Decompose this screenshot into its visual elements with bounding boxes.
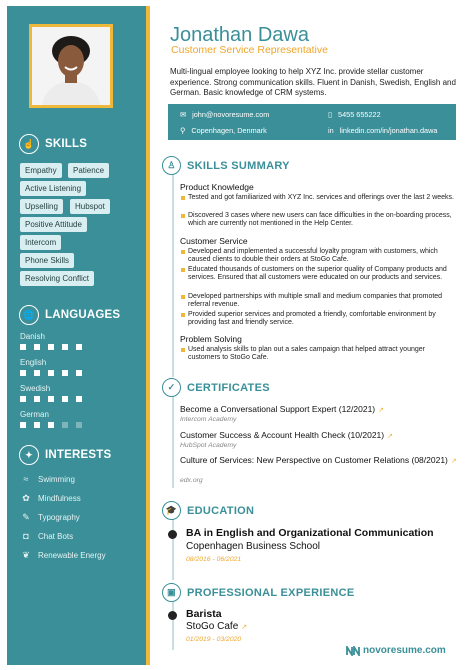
candidate-name: Jonathan Dawa [170,24,309,46]
skill-bullet: Developed partnerships with multiple small and medium companies that promoted referral revenue. [180,293,458,310]
interest-item: ≈ Swimming [20,474,75,484]
timeline-line [172,167,174,377]
education-school: Copenhagen Business School [186,541,320,552]
education-degree: BA in English and Organizational Communication [186,527,434,539]
profile-summary: Multi-lingual employee looking to help XYZ Inc. provide stellar customer experience. Strong communication skills. Fluent in Danish, Swedish, English and German. Basic knowledge of CRM systems. [170,67,456,97]
external-link-icon[interactable]: ↗ [450,458,457,465]
language-level-dot [48,396,54,402]
language-level-dot [34,344,40,350]
skill-bullet: Provided superior services and promoted a friendly, comfortable environment by providing fast and friendly service. [180,311,458,328]
timeline-dot [168,611,177,620]
skill-tag: Positive Attitude [20,217,87,232]
skill-tag: Hubspot [70,199,110,214]
language-level-dot [76,344,82,350]
certificate-org: Intercom Academy [180,416,237,423]
language-name: Swedish [20,384,51,393]
language-level-dot [34,396,40,402]
skill-tag: Patience [68,163,109,178]
skill-group-heading: Product Knowledge [180,182,254,192]
briefcase-icon: ▣ [162,583,181,602]
language-level [20,370,82,376]
language-level [20,344,82,350]
skill-tag: Intercom [20,235,61,250]
languages-heading: 🌐 LANGUAGES [19,305,120,325]
experience-company[interactable]: StoGo Cafe ↗ [186,621,248,632]
external-link-icon[interactable]: ↗ [241,624,248,631]
skill-bullet: Educated thousands of customers on the superior quality of Company products and services. Ensured that all customers were educated on our products and services. [180,266,458,283]
language-level-dot [62,344,68,350]
timeline-dot [168,530,177,539]
certificate-item[interactable]: Culture of Services: New Perspective on Customer Relations (08/2021) ↗ [180,455,457,465]
pen-icon: ✎ [22,512,30,522]
skills-summary-heading: ♙ SKILLS SUMMARY [162,156,290,175]
lotus-icon: ✿ [22,493,30,503]
profile-photo [29,24,113,108]
skill-bullet: Discovered 3 cases where new users can face difficulties in the on-boarding process, which are currently not mentioned in the Help Center. [180,212,458,229]
language-level-dot [48,422,54,428]
sidebar-accent-stripe [146,6,150,665]
robot-icon: ◘ [23,531,29,541]
skill-tag: Resolving Conflict [20,271,94,286]
contact-email[interactable]: ✉ john@novoresume.com [180,110,270,119]
external-link-icon[interactable]: ↗ [378,407,385,414]
interest-item: ❦ Renewable Energy [20,550,106,561]
leaf-icon: ❦ [22,550,30,560]
contact-linkedin[interactable]: in linkedin.com/in/jonathan.dawa [328,126,438,135]
timeline-line [172,388,174,488]
bulb-icon: ✦ [19,445,39,465]
language-name: German [20,410,49,419]
certificate-org: HubSpot Academy [180,442,237,449]
language-level-dot [62,422,68,428]
skill-tag: Active Listening [20,181,86,196]
language-level-dot [76,370,82,376]
language-name: Danish [20,332,45,341]
language-level-dot [20,370,26,376]
skill-bullet: Used analysis skills to plan out a sales campaign that helped attract younger customers to StoGo Cafe. [180,346,458,363]
language-level-dot [62,370,68,376]
language-level [20,396,82,402]
interest-item: ✿ Mindfulness [20,493,81,504]
language-level [20,422,82,428]
phone-icon: ▯ [328,110,333,119]
interest-item: ✎ Typography [20,512,80,523]
skill-tag: Phone Skills [20,253,74,268]
skills-icon: ☝ [19,134,39,154]
language-name: English [20,358,47,367]
external-link-icon[interactable]: ↗ [387,433,393,440]
timeline-line [172,600,174,650]
language-level-dot [34,370,40,376]
skill-group-heading: Customer Service [180,236,248,246]
interests-heading: ✦ INTERESTS [19,445,111,465]
skill-tag: Upselling [20,199,63,214]
skill-tag: Empathy [20,163,62,178]
contact-phone[interactable]: ▯ 5455 655222 [328,110,381,119]
language-level-dot [34,422,40,428]
experience-position: Barista [186,608,222,620]
envelope-icon: ✉ [180,110,187,119]
swimming-icon: ≈ [23,474,29,484]
contact-bar [168,104,456,140]
language-level-dot [76,422,82,428]
linkedin-icon: in [328,126,334,135]
novoresume-logo[interactable]: novoresume.com [346,645,446,656]
graduation-cap-icon: 🎓 [162,501,181,520]
skills-heading: ☝ SKILLS [19,134,87,154]
certificate-item[interactable]: Customer Success & Account Health Check (10/2021) ↗ [180,430,393,440]
skill-group-heading: Problem Solving [180,334,242,344]
experience-dates: 01/2019 - 03/2020 [186,636,242,643]
globe-icon: 🌐 [19,305,39,325]
skill-bullet: Developed and implemented a successful loyalty program with customers, which caused clients to double their orders at StoGo Cafe. [180,248,458,265]
certificate-org: edx.org [180,477,203,484]
map-pin-icon: ⚲ [180,126,186,135]
language-level-dot [20,422,26,428]
skill-bullet: Tested and got familiarized with XYZ Inc. services and offerings over the last 2 weeks. [180,194,458,202]
person-icon: ♙ [162,156,181,175]
certificates-heading: ✓ CERTIFICATES [162,378,270,397]
language-level-dot [20,344,26,350]
language-level-dot [76,396,82,402]
certificate-icon: ✓ [162,378,181,397]
logo-mark-icon [346,646,360,656]
language-level-dot [48,370,54,376]
interest-item: ◘ Chat Bots [20,531,73,541]
contact-location: ⚲ Copenhagen, Denmark [180,126,267,135]
education-heading: 🎓 EDUCATION [162,501,254,520]
language-level-dot [48,344,54,350]
experience-heading: ▣ PROFESSIONAL EXPERIENCE [162,583,354,602]
language-level-dot [20,396,26,402]
language-level-dot [62,396,68,402]
certificate-item[interactable]: Become a Conversational Support Expert (12/2021) ↗ [180,404,385,414]
education-dates: 08/2016 - 06/2021 [186,556,242,563]
timeline-line [172,510,174,580]
candidate-role: Customer Service Representative [171,44,328,56]
